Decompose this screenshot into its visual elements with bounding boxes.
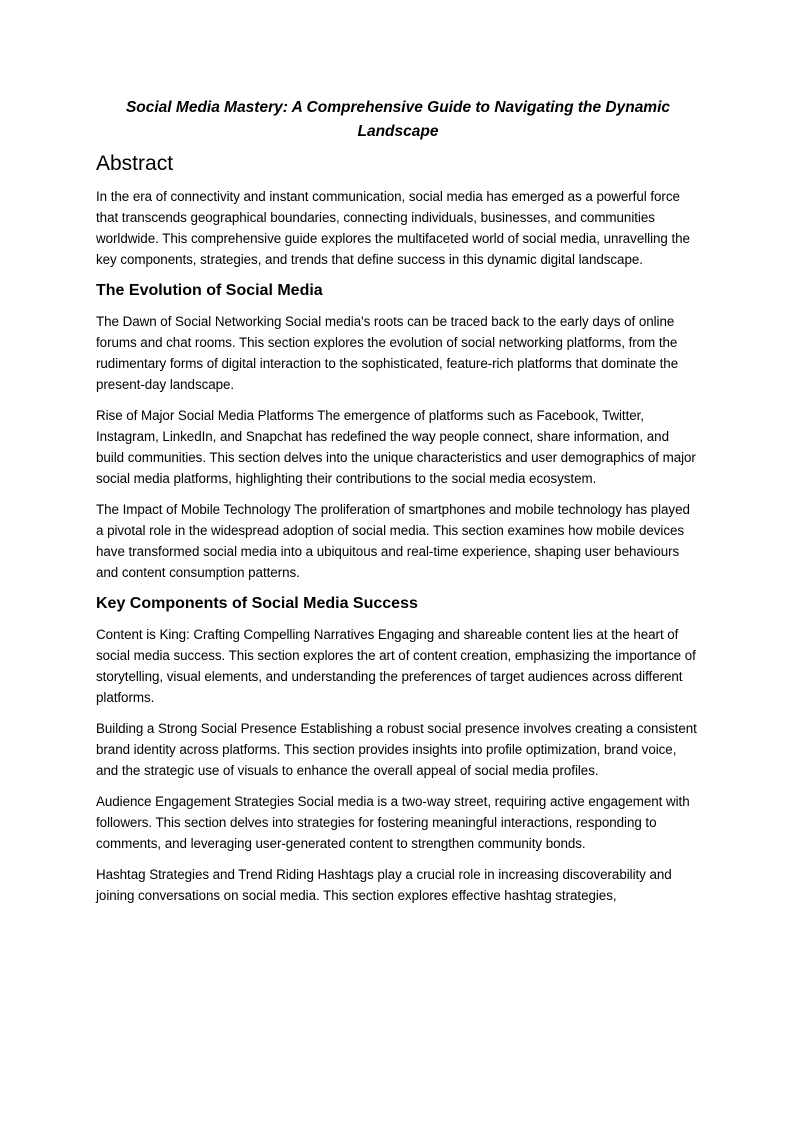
abstract-heading: Abstract [96, 152, 174, 175]
paragraph-content-is-king: Content is King: Crafting Compelling Narratives Engaging and shareable content lies at the heart of social media success. This section explores the art of content creation, emphasizing the importance of storytelling, visual elements, and understanding the preferences of target audiences across different platforms. [96, 627, 696, 705]
paragraph-dawn-of-social-networking: The Dawn of Social Networking Social media's roots can be traced back to the early days of online forums and chat rooms. This section explores the evolution of social networking platforms, from the rudimentary forms of digital interaction to the sophisticated, feature-rich platforms that dominate the present-day landscape. [96, 314, 679, 392]
document-page [96, 96, 700, 916]
paragraph-mobile-technology: The Impact of Mobile Technology The proliferation of smartphones and mobile technology has played a pivotal role in the widespread adoption of social media. This section examines how mobile devices have transformed social media into a ubiquitous and real-time experience, shaping user behaviours and content consumption patterns. [96, 502, 690, 580]
paragraph-social-presence: Building a Strong Social Presence Establishing a robust social presence involves creating a consistent brand identity across platforms. This section provides insights into profile optimization, brand voice, and the strategic use of visuals to enhance the overall appeal of social media profiles. [96, 721, 697, 778]
section-heading-evolution: The Evolution of Social Media [96, 282, 323, 299]
section-heading-key-components: Key Components of Social Media Success [96, 595, 418, 612]
paragraph-rise-of-platforms: Rise of Major Social Media Platforms The emergence of platforms such as Facebook, Twitter, Instagram, LinkedIn, and Snapchat has redefined the way people connect, share information, and build communities. This section delves into the unique characteristics and user demographics of major social media platforms, highlighting their contributions to the social media ecosystem. [96, 408, 696, 486]
paragraph-hashtag-strategies: Hashtag Strategies and Trend Riding Hashtags play a crucial role in increasing discoverability and joining conversations on social media. This section explores effective hashtag strategies, [96, 867, 672, 903]
paragraph-audience-engagement: Audience Engagement Strategies Social media is a two-way street, requiring active engagement with followers. This section delves into strategies for fostering meaningful interactions, responding to comments, and leveraging user-generated content to strengthen community bonds. [96, 794, 690, 851]
document-title: Social Media Mastery: A Comprehensive Guide to Navigating the Dynamic Landscape [125, 99, 671, 140]
abstract-paragraph: In the era of connectivity and instant communication, social media has emerged as a powerful force that transcends geographical boundaries, connecting individuals, businesses, and communities worldwide. This comprehensive guide explores the multifaceted world of social media, unravelling the key components, strategies, and trends that define success in this dynamic digital landscape. [96, 189, 690, 267]
